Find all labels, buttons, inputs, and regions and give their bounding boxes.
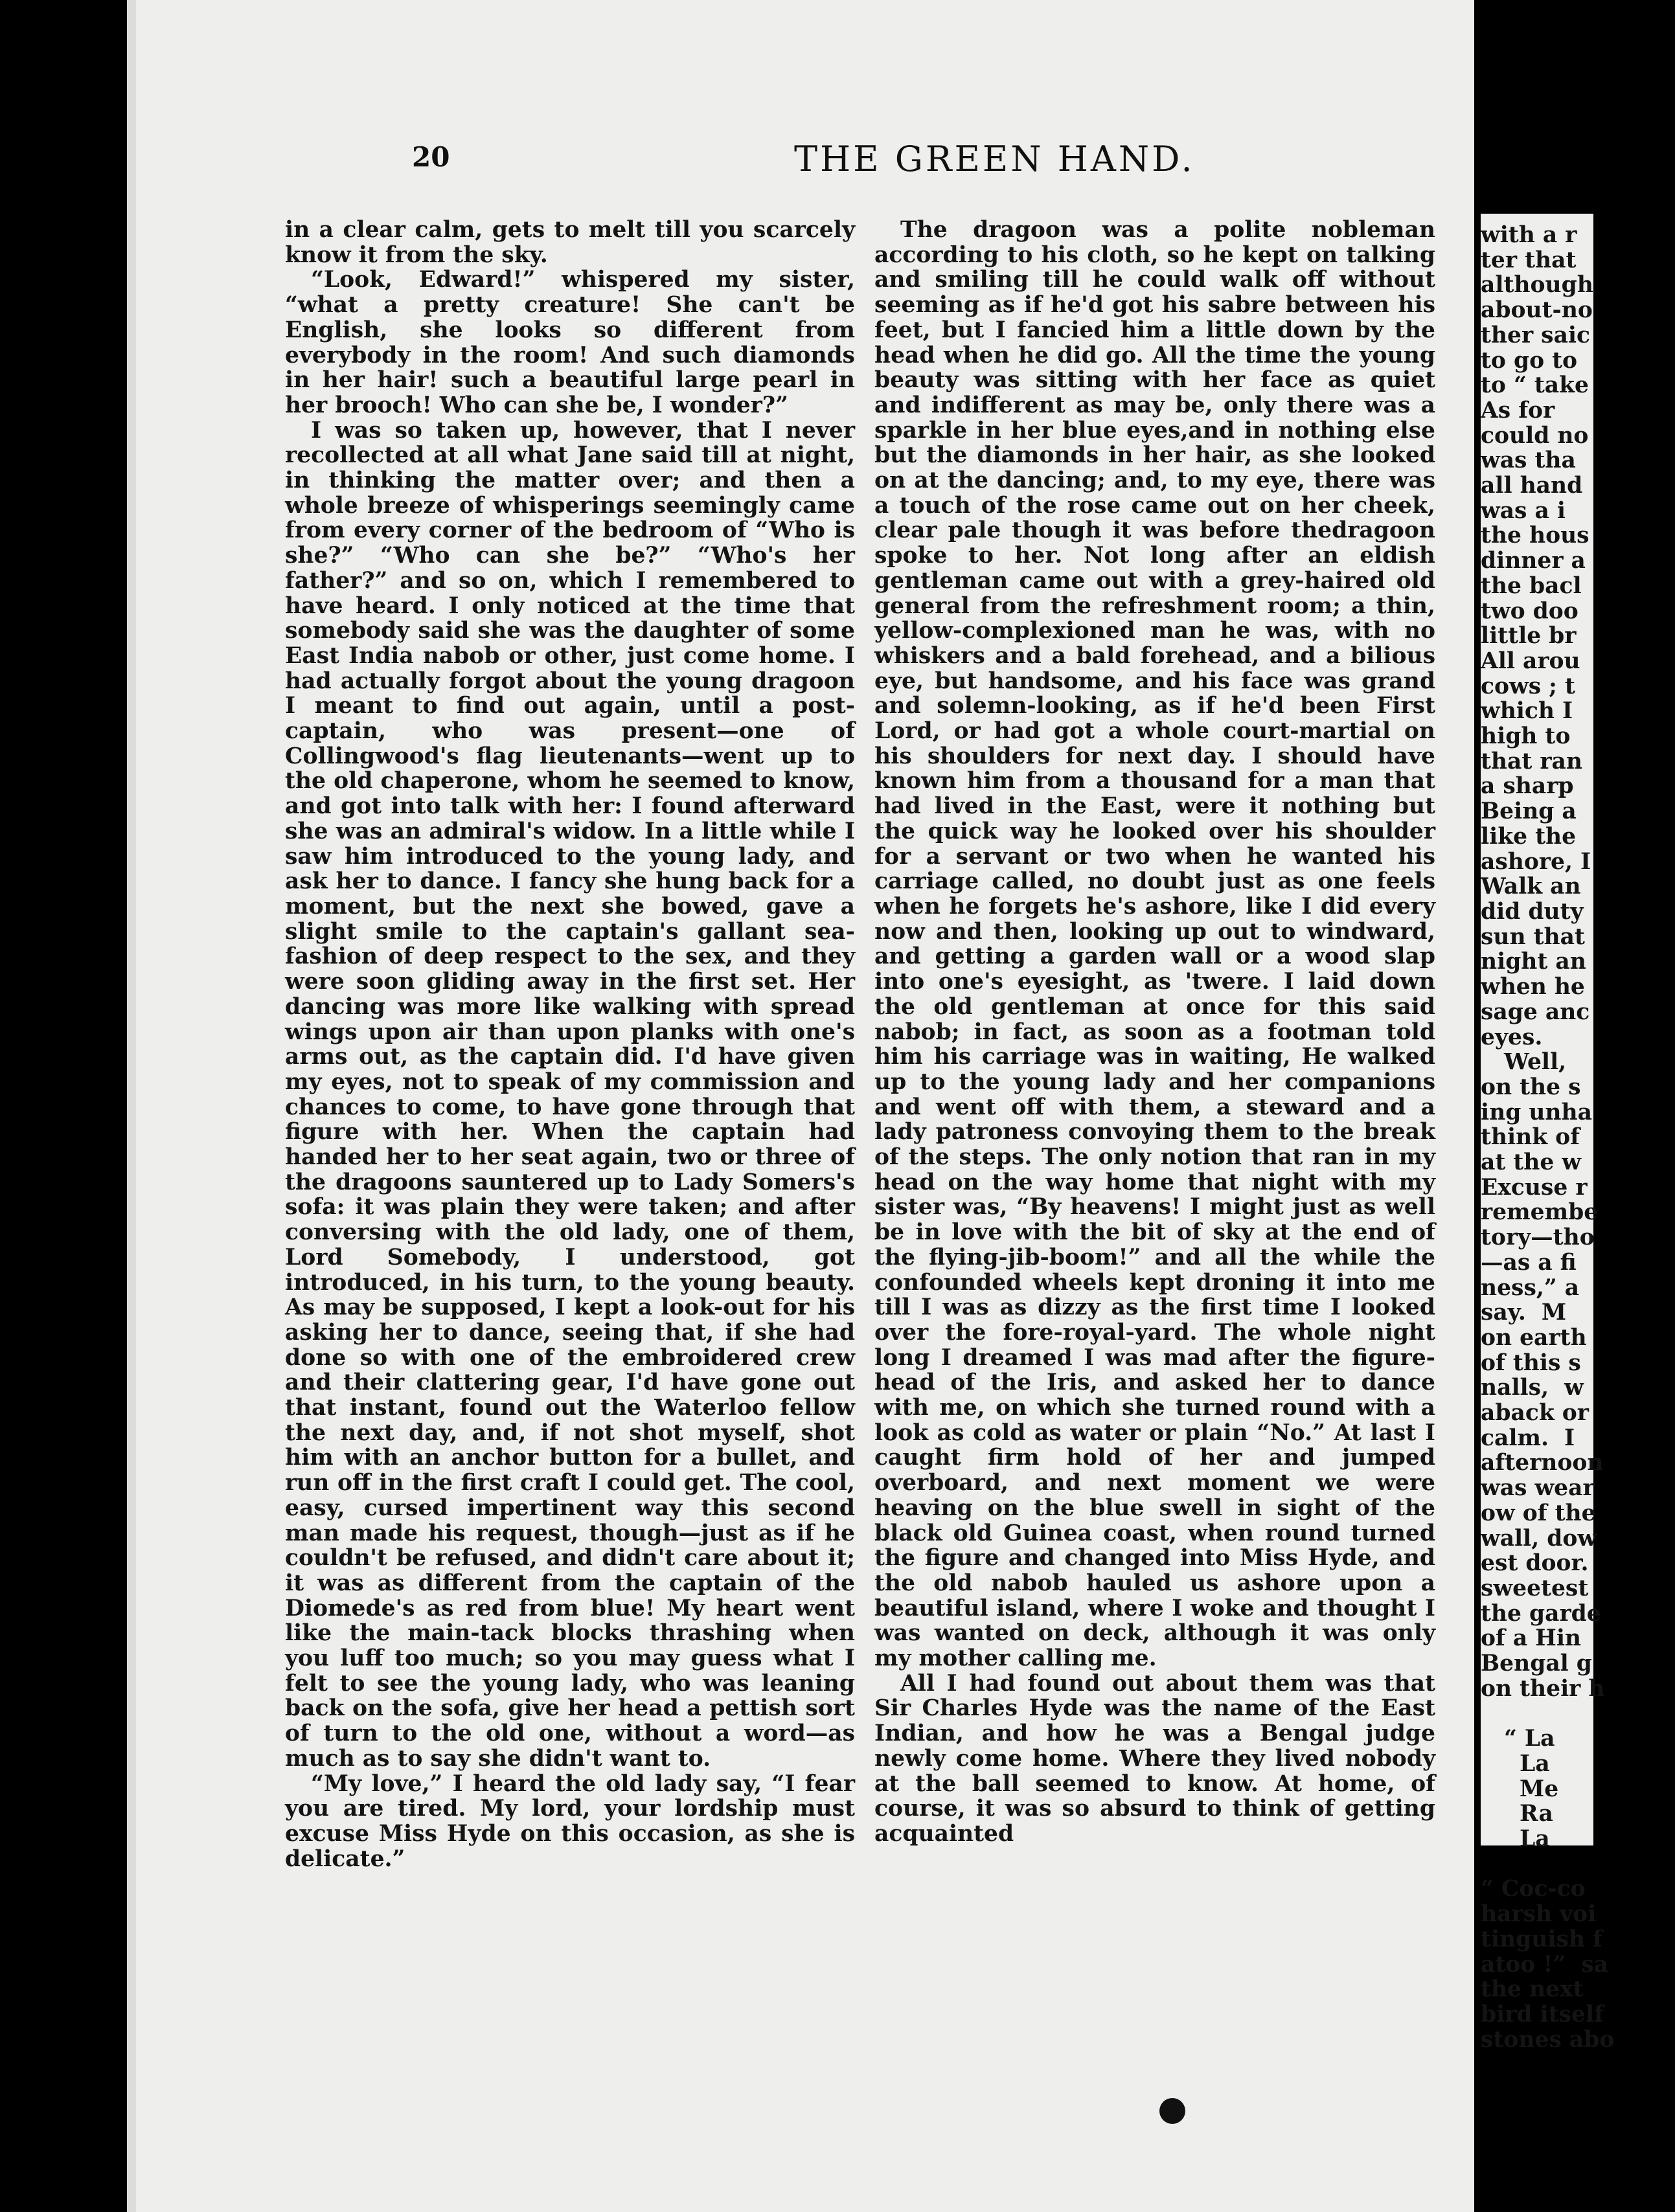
paragraph: in a clear calm, gets to melt till you scarcely know it from the sky.	[285, 217, 855, 268]
text-column-left	[285, 218, 855, 2095]
paragraph: I was so taken up, however, that I never recollected at all what Jane said till at night, in thinking the matter over; and then a whole breeze of whisperings seemingly came from every corner of the bedroom of “Who is she?” “Who can she be?” “Who's her father?” and so on, which I remembered to have heard. I only noticed at the time that somebody said she was the daughter of some East India nabob or other, just come home. I had actually forgot about the young dragoon I meant to find out again, until a post-captain, who was present—one of Collingwood's flag lieutenants—went up to the old chaperone, whom he seemed to know, and got into talk with her: I found afterward she was an admiral's widow. In a little while I saw him introduced to the young lady, and ask her to dance. I fancy she hung back for a moment, but the next she bowed, gave a slight smile to the captain's gallant sea-fashion of deep respect to the sex, and they were soon gliding away in the first set. Her dancing was more like walking with spread wings upon air than upon planks with one's arms out, as the captain did. I'd have given my eyes, not to speak of my commission and chances to come, to have gone through that figure with her. When the captain had handed her to her seat again, two or three of the dragoons sauntered up to Lady Somers's sofa: it was plain they were taken; and after conversing with the old lady, one of them, Lord Somebody, I understood, got introduced, in his turn, to the young beauty. As may be supposed, I kept a look-out for his asking her to dance, seeing that, if she had done so with one of the embroidered crew and their clattering gear, I'd have gone out that instant, found out the Waterloo fellow the next day, and, if not shot myself, shot him with an anchor button for a bullet, and run off in the first craft I could get. The cool, easy, cursed impertinent way this second man made his request, though—just as if he couldn't be refused, and didn't care about it; it was as different from the captain of the Diomede's as red from blue! My heart went like the main-tack blocks thrashing when you luff too much; so you may guess what I felt to see the young lady, who was leaning back on the sofa, give her head a pettish sort of turn to the old one, without a word—as much as to say she didn't want to.	[285, 417, 855, 1772]
paragraph: “My love,” I heard the old lady say, “I fear you are tired. My lord, your lordship must excuse Miss Hyde on this occasion, as she is delicate.”	[285, 1770, 855, 1872]
ink-blot	[1159, 2098, 1185, 2124]
running-header	[127, 136, 1474, 188]
paragraph: All I had found out about them was that Sir Charles Hyde was the name of the East Indian, and how he was a Bengal judge newly come home. Where they lived nobody at the ball seemed to know. At home, of course, it was so absurd to think of getting acquainted	[874, 1670, 1435, 1847]
running-title: THE GREEN HAND.	[794, 139, 1195, 179]
paragraph: “Look, Edward!” whispered my sister, “what a pretty creature! She can't be English, she looks so different from everybody in the room! And such diamonds in her hair! such a beautiful large pearl in her brooch! Who can she be, I wonder?”	[285, 267, 855, 418]
next-page-fragment	[1481, 214, 1615, 2053]
paragraph: The dragoon was a polite nobleman according to his cloth, so he kept on talking and smiling till he could walk off without seeming as if he'd got his sabre between his feet, but I fancied him a little down by the head when he did go. All the time the young beauty was sitting with her face as quiet and indifferent as may be, only there was a sparkle in her blue eyes,and in nothing else but the diamonds in her hair, as she looked on at the dancing; and, to my eye, there was a touch of the rose came out on her cheek, clear pale though it was before thedragoon spoke to her. Not long after an eldish gentleman came out with a grey-haired old general from the refreshment room; a thin, yellow-complexioned man he was, with no whiskers and a bald forehead, and a bilious eye, but handsome, and his face was grand and solemn-looking, as if he'd been First Lord, or had got a whole court-martial on his shoulders for next day. I should have known him from a thousand for a man that had lived in the East, were it nothing but the quick way he looked over his shoulder for a servant or two when he wanted his carriage called, no doubt just as one feels when he forgets he's ashore, like I did every now and then, looking up out to windward, and getting a garden wall or a wood slap into one's eyesight, as 'twere. I laid down the old gentleman at once for this said nabob; in fact, as soon as a footman told him his carriage was in waiting, He walked up to the young lady and her companions and went off with them, a steward and a lady patroness convoying them to the break of the steps. The only notion that ran in my head on the way home that night with my sister was, “By heavens! I might just as well be in love with the bit of sky at the end of the flying-jib-boom!” and all the while the confounded wheels kept droning it into me till I was as dizzy as the first time I looked over the fore-royal-yard. The whole night long I dreamed I was mad after the figure-head of the Iris, and asked her to dance with me, on which she turned round with a look as cold as water or plain “No.” At last I caught firm hold of her and jumped overboard, and next moment we were heaving on the blue swell in sight of the black old Guinea coast, when round turned the figure and changed into Miss Hyde, and the old nabob hauled us ashore upon a beautiful island, where I woke and thought I was wanted on deck, although it was only my mother calling me.	[874, 217, 1435, 1672]
text-column-middle	[874, 218, 1435, 2095]
page-number: 20	[412, 141, 450, 173]
text-column-right-fragment: with a r ter that although about-no ther saic to go to to “ take As for could no was tha all hand was a i the hous dinner a the bacl two doo little br All arou cows ; t which I high to that ran a sharp Being a like the ashore, I Walk an did duty sun that night an when he sage anc eyes. Well, on the s ing unha think of at the w Excuse r remembe tory—tho —as a fi ness,” a say. M on earth of this s nalls, w aback or calm. I afternoon was wear ow of the wall, dow est door. sweetest the garde of a Hin Bengal g on their h “ La La Me Ra La “ Coc-co harsh voi tinguish f atoo !” sa the next bird itself stones abo	[1481, 222, 1615, 2053]
